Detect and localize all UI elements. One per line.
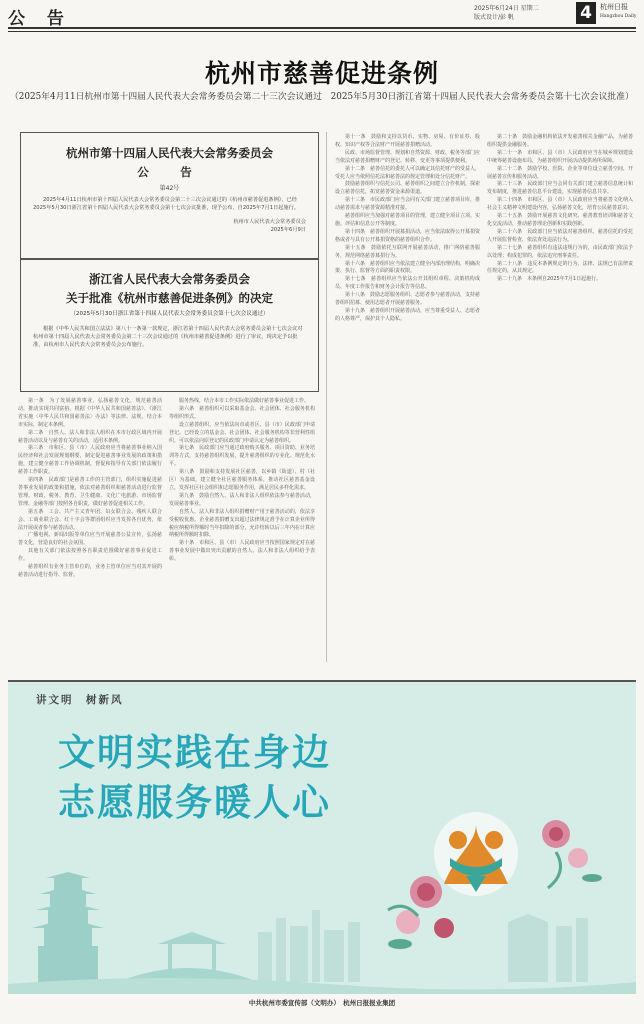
article-paragraph: 第二十二条 鼓励学校、医院、企业等单位设立慈善空间，开展慈善宣传和服务活动。 xyxy=(487,165,633,180)
article-paragraph: 第十一条 鼓励和支持以货币、实物、房屋、有价证券、股权、知识产权等合法财产开展慈善捐赠活动。 xyxy=(335,134,480,148)
article-paragraph: 第二十六条 民政部门应当依法对慈善组织、慈善信托的受托人开展监督检查，依法查处违法行为。 xyxy=(487,228,633,243)
article-paragraph: 第五条 工会、共产主义青年团、妇女联合会、残疾人联合会、工商业联合会、红十字会等群团组织应当发挥各自优势，依法开展或者参与慈善活动。 xyxy=(18,508,162,531)
article-paragraph: 第二十九条 本条例自2025年7月1日起施行。 xyxy=(497,276,602,283)
article-paragraph: 第二十七条 慈善组织有违法违规行为的，由民政部门依法予以处理；构成犯罪的，依法追究刑事责任。 xyxy=(487,244,633,259)
article-paragraph: 第九条 鼓励自然人、法人和非法人组织依法参与慈善活动，发展慈善事业。 xyxy=(169,492,315,507)
paper-name: 杭州日报 xyxy=(600,3,628,11)
decision-title: 关于批准《杭州市慈善促进条例》的决定 xyxy=(66,291,273,305)
article-paragraph: 第二条 自然人、法人和非法人组织在本市行政区域内开展慈善活动以及与慈善有关的活动，适用本条例。 xyxy=(18,429,162,444)
decision-body: 根据《中华人民共和国立法法》第八十一条第一款规定，浙江省第十四届人民代表大会常务委员会第十七次会议对杭州市第十四届人民代表大会常务委员会第二十三次会议通过的《杭州市慈善促进条例》进行了审议，现决定予以批准，由杭州市人民代表大会常务委员会公布施行。 xyxy=(33,326,303,348)
article-paragraph: 第十七条 慈善组织应当依法公开其组织章程、决策机构成员、年度工作报告和财务会计报告等信息。 xyxy=(335,276,480,291)
poster-headline-1: 文明实践在身边 xyxy=(58,731,331,774)
poster-credit: 中共杭州市委宣传部（文明办） 杭州日报报业集团 xyxy=(248,999,396,1007)
article-paragraph: 第十条 市和区、县（市）人民政府应当按照国家规定对在慈善事业发展中做出突出贡献的自然人、法人和非法人组织给予表彰。 xyxy=(169,540,315,563)
article-paragraph: 第二十八条 违反本条例规定的行为，法律、法规已有法律责任规定的，从其规定。 xyxy=(487,260,633,275)
article-paragraph: 慈善组织应当加强对慈善项目的管理，建立健全项目立项、实施、评估和信息公开等制度。 xyxy=(335,213,481,227)
announcement-sign-org: 杭州市人民代表大会常务委员会 xyxy=(233,219,306,225)
header-rule xyxy=(8,27,636,29)
article-paragraph: 民政、市场监督管理、规划和自然资源、财政、税务等部门应当依法对慈善捐赠财产的登记、转移、变更等事项提供便利。 xyxy=(335,149,481,164)
page-number: 4 xyxy=(576,2,596,24)
column-divider xyxy=(326,132,327,662)
article-paragraph: 第二十一条 市和区、县（市）人民政府应当在城乡规划建设中统筹慈善设施布局，为慈善组织开展活动提供场所保障。 xyxy=(487,149,633,164)
article-paragraph: 第二十四条 市和区、县（市）人民政府应当将慈善文化纳入社会主义精神文明建设内容，弘扬慈善文化，培育公民慈善意识。 xyxy=(487,197,633,212)
masthead-logo xyxy=(600,3,640,21)
announcement-sign-date: 2025年6月9日 xyxy=(270,227,306,233)
article-paragraph: 第六条 慈善组织可以采取基金会、社会团体、社会服务机构等组织形式。 xyxy=(169,405,315,420)
pagoda-icon xyxy=(32,872,104,986)
volunteer-logo-icon xyxy=(434,812,518,896)
pavilion-icon xyxy=(118,932,258,982)
article-paragraph: 第二十条 鼓励金融机构依法开发慈善相关金融产品，为慈善组织提供金融服务。 xyxy=(487,134,633,148)
article-column-4 xyxy=(487,134,633,284)
article-paragraph: 服务热线，结合本市工作实际依法做好慈善事业促进工作。 xyxy=(179,398,310,404)
article-paragraph: 第十五条 鼓励依托互联网开展慈善活动，推广网络慈善服务，规范网络慈善募捐行为。 xyxy=(335,244,480,259)
page-header xyxy=(0,0,644,34)
article-paragraph: 自然人、法人和非法人组织捐赠财产用于慈善活动的，依法享受税收优惠。企业慈善捐赠支出超过法律规定准予在计算企业所得税应纳税所得额时当年扣除的部分，允许结转以后三年内在计算应纳税所得额时扣除。 xyxy=(169,508,315,539)
decision-subtitle: （2025年5月30日浙江省第十四届人民代表大会常务委员会第十七次会议通过） xyxy=(70,311,269,317)
article-paragraph: 第二十五条 鼓励开展慈善文化研究、慈善教育培训和慈善文化交流活动，推动慈善理论创新和实践创新。 xyxy=(487,213,633,227)
article-paragraph: 慈善组织有业务主管单位的，业务主管单位应当对其开展的慈善活动进行指导、监督。 xyxy=(18,564,162,578)
poster-tagline: 讲文明 树新风 xyxy=(36,694,124,706)
article-column-2 xyxy=(169,398,315,564)
article-paragraph: 第四条 民政部门是慈善工作的主管部门，组织实施促进慈善事业发展的政策和措施，依法对慈善组织和慈善活动进行监督管理。财政、税务、教育、卫生健康、文化广电旅游、市场监督管理、金融等部门按照各自职责，做好慈善促进相关工作。 xyxy=(18,477,162,507)
announcement-kind: 公 告 xyxy=(137,165,202,179)
article-paragraph: 第一条 为了发展慈善事业，弘扬慈善文化，规范慈善活动，推动实现共同富裕，根据《中华人民共和国慈善法》、《浙江省实施〈中华人民共和国慈善法〉办法》等法律、法规，结合本市实际，制定本条例。 xyxy=(18,398,162,428)
section-title: 公 告 xyxy=(8,9,72,29)
article-paragraph: 第十六条 慈善组织应当依法建立健全内部治理结构，明确决策、执行、监督等方面的职责权限。 xyxy=(335,260,481,275)
article-paragraph: 第二十三条 民政部门应当会同有关部门建立慈善信息统计和发布制度，推进慈善信息平台建设，实现慈善信息共享。 xyxy=(487,181,633,196)
issue-meta xyxy=(474,4,570,22)
article-title: 杭州市慈善促进条例 xyxy=(204,59,439,88)
article-column-1 xyxy=(18,398,162,580)
header-rule-thin xyxy=(8,31,636,32)
article-paragraph: 其他有关部门依法按照各自职责范围做好慈善事业促进工作。 xyxy=(18,548,162,563)
announcement-body: 2025年4月11日杭州市第十四届人民代表大会常务委员会第二十三次会议通过的《杭州市慈善促进条例》，已经2025年5月30日浙江省第十四届人民代表大会常务委员会第十七次会议批准，现予公布，自2025年7月1日起施行。 xyxy=(33,197,299,211)
issue-date: 2025年6月24日 星期二 xyxy=(474,5,539,12)
article-paragraph: 设立慈善组织，应当依法向市或者区、县（市）民政部门申请登记。已经设立的基金会、社会团体、社会服务机构等非营利性组织，可以依法向原登记的民政部门申请认定为慈善组织。 xyxy=(169,421,315,444)
civility-poster xyxy=(8,680,636,992)
decision-box xyxy=(20,258,319,392)
article-paragraph: 第七条 民政部门应当通过政府购买服务、项目资助、业务培训等方式，支持慈善组织发展，提升慈善组织的专业化、规范化水平。 xyxy=(169,445,315,468)
article-paragraph: 第十二条 慈善信托的委托人可以确定其信托财产的受益人，受托人应当依照信托法和慈善法的规定管理和处分信托财产。 xyxy=(335,165,481,180)
article-subtitle: （2025年4月11日杭州市第十四届人民代表大会常务委员会第二十三次会议通过 2025年5月30日浙江省第十四届人民代表大会常务委员会第十七次会议批准） xyxy=(10,92,634,102)
article-paragraph: 第三条 市和区、县（市）人民政府应当将慈善事业纳入国民经济和社会发展规划纲要，制定促进慈善事业发展的政策和措施，建立健全慈善工作协调机制，督促和指导有关部门依法履行慈善工作职责。 xyxy=(18,445,162,476)
announcement-number: 第42号 xyxy=(159,185,180,192)
article-paragraph: 第十八条 鼓励志愿服务组织、志愿者参与慈善活动，支持慈善组织招募、使用志愿者开展慈善服务。 xyxy=(335,292,481,307)
article-paragraph: 第十三条 市民政部门应当会同有关部门建立慈善项目库，推动慈善需求与慈善资源精准对接。 xyxy=(335,197,481,212)
article-column-3 xyxy=(335,134,480,324)
editor-credit: 版式设计/彭 帆 xyxy=(474,14,514,21)
article-paragraph: 第十九条 慈善组织开展慈善活动，应当尊重受益人、志愿者的人格尊严，保护其个人隐私。 xyxy=(335,307,481,322)
article-paragraph: 鼓励慈善组织与信托公司、慈善组织之间建立合作机制，探索设立慈善信托，拓宽慈善资金来源渠道。 xyxy=(335,181,481,196)
decision-org: 浙江省人民代表大会常务委员会 xyxy=(89,272,250,286)
announcement-box xyxy=(20,132,319,260)
poster-headline-2: 志愿服务暖人心 xyxy=(58,781,331,824)
announcement-org: 杭州市第十四届人民代表大会常务委员会 xyxy=(66,146,273,160)
article-paragraph: 广播电视、新闻出版等单位应当开展慈善公益宣传，弘扬慈善文化，营造良好的社会氛围。 xyxy=(18,532,162,547)
article-paragraph: 第八条 鼓励和支持发展社区慈善，以乡镇（街道）、村（社区）为基础，建立健全社区慈善服务体系，推动社区慈善基金设立，发挥社区社会组织和志愿服务作用，满足居民多样化需求。 xyxy=(169,469,315,491)
skyline-silhouette xyxy=(258,910,588,982)
article-paragraph: 第十四条 慈善组织开展募捐活动，应当依法取得公开募捐资格或者与具有公开募捐资格的慈善组织合作。 xyxy=(335,228,481,243)
paper-name-en: Hangzhou Daily xyxy=(600,14,637,19)
